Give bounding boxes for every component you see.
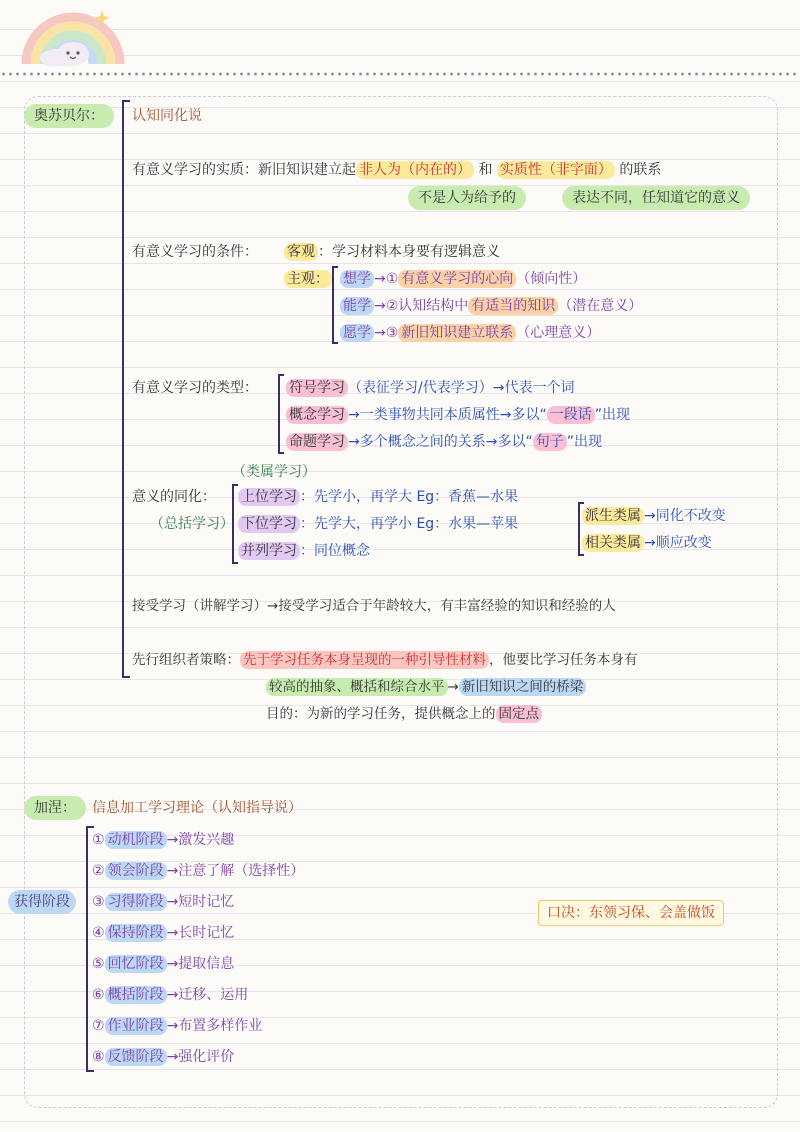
stage-item-4	[92, 923, 234, 943]
type-highlight: 一段话	[547, 406, 595, 424]
stage-rest: →长时记忆	[166, 925, 235, 941]
types-label: 有意义学习的类型：	[132, 380, 258, 396]
stage-num: ⑥	[92, 987, 105, 1003]
stage-rest: →迁移、运用	[166, 987, 249, 1003]
stage-item-2	[92, 861, 304, 881]
stage-rest: →短时记忆	[166, 894, 235, 910]
upper-text: ：先学小，再学大 Eg：香蕉—水果	[300, 489, 519, 505]
condition-key: 能学	[340, 297, 374, 315]
conditions-subjective	[284, 269, 332, 289]
essence-highlight-1: 非人为（内在的）	[356, 161, 474, 179]
type-rest: （表征学习/代表学习）→代表一个词	[348, 380, 575, 396]
stage-name: 习得阶段	[105, 893, 167, 911]
mnemonic-tip: 口决：东领习保、会盖做饭	[538, 900, 724, 926]
rainbow-logo	[18, 6, 128, 66]
type-key: 符号学习	[286, 379, 348, 397]
condition-rest: （倾向性）	[516, 271, 587, 287]
lower-text: ：先学大，再学小 Eg：水果—苹果	[300, 516, 519, 532]
subsumptive-note: （类属学习）	[232, 464, 316, 480]
type-key: 命题学习	[286, 433, 348, 451]
reception-learning: 接受学习（讲解学习）→接受学习适合于年龄较大，有丰富经验的知识和经验的人	[132, 598, 616, 614]
type-rest: →一类事物共同本质属性→多以“	[348, 407, 547, 423]
organizer-arrow: →	[447, 679, 459, 695]
essence-label: 有意义学习的实质：新旧知识建立起	[132, 162, 356, 178]
condition-rest: （心理意义）	[516, 325, 601, 341]
stage-rest: →激发兴趣	[166, 832, 235, 848]
types-bracket	[278, 374, 284, 454]
condition-arrow: →①	[374, 271, 399, 287]
stage-item-5	[92, 954, 234, 974]
objective-key: 客观	[284, 243, 318, 261]
stage-num: ②	[92, 863, 105, 879]
stage-rest: →强化评价	[166, 1049, 235, 1065]
lower-key: 下位学习	[238, 515, 300, 533]
superordinate-note: （总括学习）	[150, 516, 234, 532]
condition-highlight: 新旧知识建立联系	[398, 324, 516, 342]
condition-rest: （潜在意义）	[558, 298, 643, 314]
stage-name: 领会阶段	[105, 862, 167, 880]
theorist-tag-ausubel	[24, 104, 114, 128]
organizer-rest: ，他要比学习任务本身有	[489, 652, 638, 668]
type-rest: →多个概念之间的关系→多以“	[348, 434, 533, 450]
conditions-label: 有意义学习的条件：	[132, 244, 258, 260]
stage-rest: →注意了解（选择性）	[166, 863, 305, 879]
type-end: ”出现	[594, 407, 630, 423]
purpose-text: 目的：为新的学习任务，提供概念上的	[266, 706, 496, 722]
stage-item-6	[92, 985, 248, 1005]
type-item-2	[286, 405, 630, 425]
condition-arrow: →②认知结构中	[374, 298, 469, 314]
upper-learning	[238, 487, 518, 507]
essence-note-1: 不是人为给予的	[408, 186, 526, 210]
essence-note-2: 表达不同，任知道它的意义	[562, 186, 750, 210]
organizer-highlight-2: 较高的抽象、概括和综合水平	[266, 678, 448, 696]
derived-key: 派生类属	[582, 507, 644, 525]
subjective-key: 主观：	[284, 270, 332, 288]
organizer-highlight-1: 先于学习任务本身呈现的一种引导性材料	[240, 651, 489, 669]
organizer-purpose	[266, 704, 542, 724]
lower-learning	[238, 514, 518, 534]
assimilation-label: 意义的同化：	[132, 489, 216, 505]
stage-num: ⑦	[92, 1018, 105, 1034]
stage-name: 反馈阶段	[105, 1048, 167, 1066]
organizer-line-2	[266, 677, 586, 697]
objective-text: ：学习材料本身要有逻辑意义	[318, 244, 500, 260]
condition-arrow: →③	[374, 325, 399, 341]
theorist-tag-gagne	[24, 796, 86, 820]
stage-item-8	[92, 1047, 234, 1067]
theorist-name: 加涅：	[34, 800, 76, 816]
type-end: ”出现	[566, 434, 602, 450]
condition-item-2	[340, 296, 642, 316]
derived-subsumption	[582, 506, 726, 526]
condition-item-1	[340, 269, 586, 289]
parallel-key: 并列学习	[238, 542, 300, 560]
stage-num: ④	[92, 925, 105, 941]
type-item-3	[286, 432, 602, 452]
organizer-line-1	[132, 650, 638, 670]
theorist-name: 奥苏贝尔：	[34, 108, 104, 124]
derived-text: →同化不改变	[644, 508, 726, 524]
conditions-bracket	[332, 266, 338, 344]
stage-num: ③	[92, 894, 105, 910]
condition-highlight: 有适当的知识	[468, 297, 558, 315]
upper-key: 上位学习	[238, 488, 300, 506]
stage-item-1	[92, 830, 234, 850]
stage-rest: →提取信息	[166, 956, 235, 972]
essence-mid: 和	[478, 162, 493, 178]
purpose-highlight: 固定点	[496, 705, 543, 723]
type-highlight: 句子	[533, 433, 567, 451]
section1-bracket	[122, 100, 130, 678]
stage-num: ⑧	[92, 1049, 105, 1065]
stage-name: 动机阶段	[105, 831, 167, 849]
stage-name: 保持阶段	[105, 924, 167, 942]
type-item-1	[286, 378, 574, 398]
condition-key: 想学	[340, 270, 374, 288]
essence-end: 的联系	[619, 162, 662, 178]
stage-item-7	[92, 1016, 262, 1036]
stage-item-3	[92, 892, 234, 912]
condition-key: 愿学	[340, 324, 374, 342]
stage-num: ①	[92, 832, 105, 848]
organizer-label: 先行组织者策略：	[132, 652, 240, 668]
stage-name: 作业阶段	[105, 1017, 167, 1035]
conditions-objective-line	[284, 242, 500, 262]
condition-highlight: 有意义学习的心向	[398, 270, 516, 288]
parallel-text: ：同位概念	[300, 543, 370, 559]
related-key: 相关类属	[582, 534, 644, 552]
type-key: 概念学习	[286, 406, 348, 424]
related-subsumption	[582, 533, 712, 553]
theory2-title: 信息加工学习理论（认知指导说）	[92, 800, 302, 816]
organizer-highlight-3: 新旧知识之间的桥梁	[459, 678, 587, 696]
related-text: →顺应改变	[644, 535, 712, 551]
stage-name: 回忆阶段	[105, 955, 167, 973]
dotted-divider	[0, 72, 800, 76]
stage-num: ⑤	[92, 956, 105, 972]
stage-rest: →布置多样作业	[166, 1018, 263, 1034]
theory-title: 认知同化说	[132, 108, 202, 124]
stage-name: 概括阶段	[105, 986, 167, 1004]
acquisition-stage-tag: 获得阶段	[8, 890, 76, 914]
essence-highlight-2: 实质性（非字面）	[497, 161, 615, 179]
condition-item-3	[340, 323, 600, 343]
essence-line	[132, 160, 661, 180]
parallel-learning	[238, 541, 370, 561]
